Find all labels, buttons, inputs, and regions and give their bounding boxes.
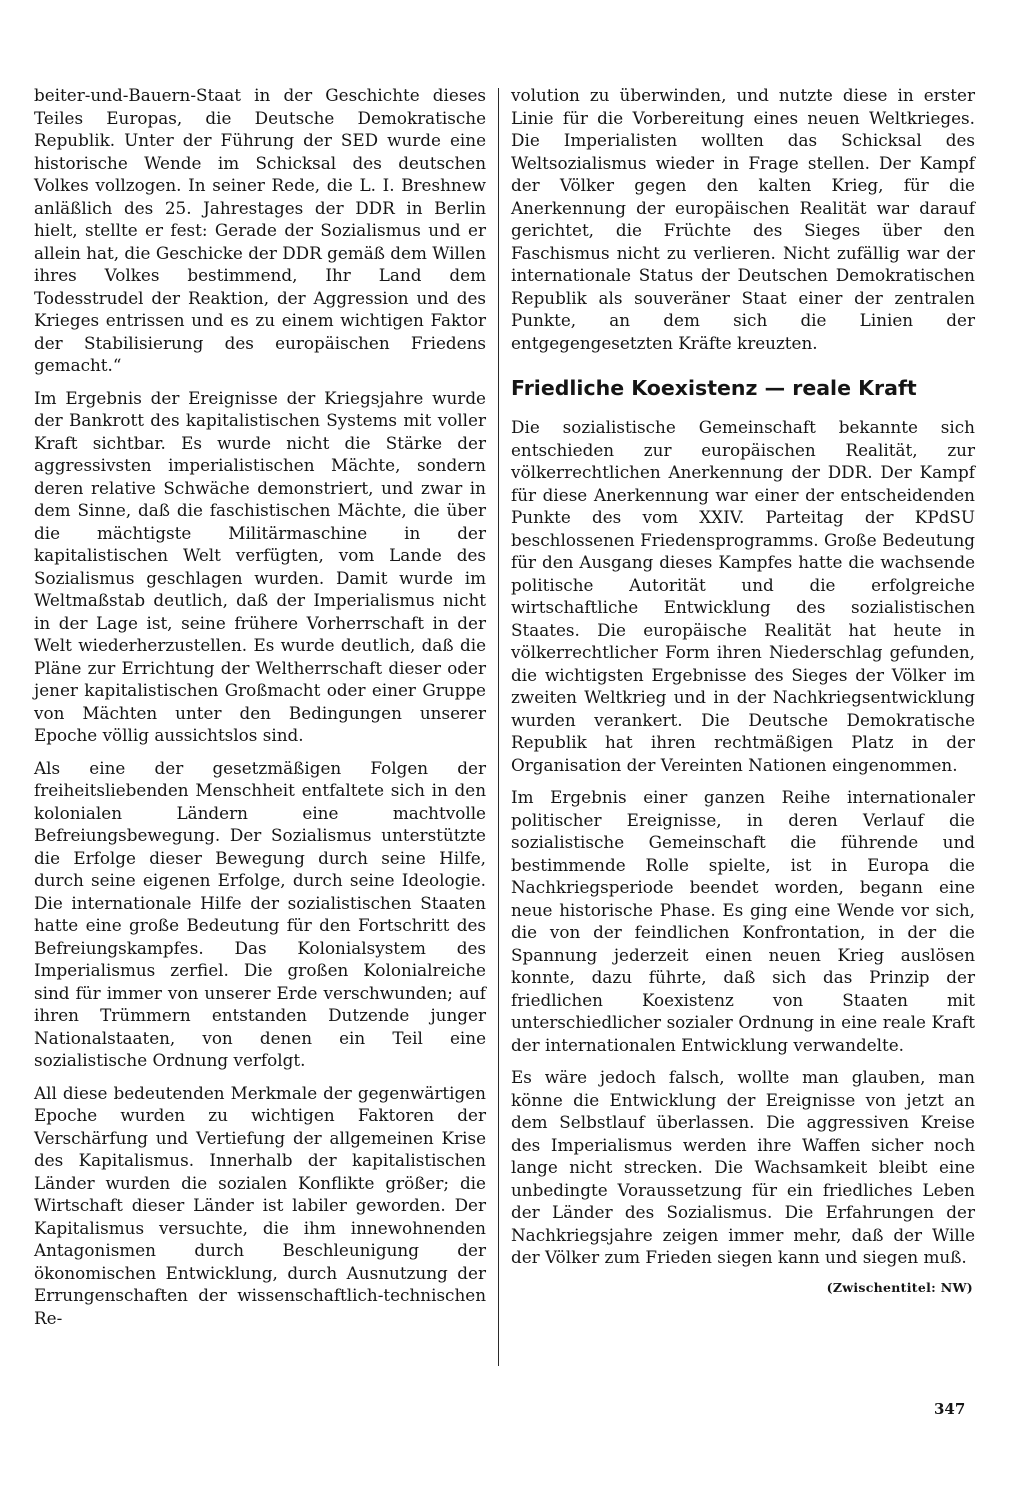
paragraph: Im Ergebnis einer ganzen Reihe internationaler politischer Ereignisse, in deren Verlauf die sozialistische Gemeinschaft die führende und bestimmende Rolle spielte, ist in Europa die Nachkriegsperiode beendet worden, begann eine neue historische Phase. Es ging eine Wende vor sich, die von der feindlichen Konfrontation, in der die Spannung jederzeit einen neuen Krieg auslösen konnte, dazu führte, daß sich das Prinzip der friedlichen Koexistenz von Staaten mit unterschiedlicher sozialer Ordnung in eine reale Kraft der internationalen Entwicklung verwandelte. [511, 787, 975, 1055]
paragraph: Die sozialistische Gemeinschaft bekannte sich entschieden zur europäischen Realität, zur völkerrechtlichen Anerkennung der DDR. Der Kampf für diese Anerkennung war einer der entscheidenden Punkte des vom XXIV. Parteitag der KPdSU beschlossenen Friedensprogramms. Große Bedeutung für den Ausgang dieses Kampfes hatte die wachsende politische Autorität und die erfolgreiche wirtschaftliche Entwicklung des sozialistischen Staates. Die europäische Realität hat heute in völkerrechtlicher Form ihren Niederschlag gefunden, die wichtigsten Ergebnisse des Sieges der Völker im zweiten Weltkrieg und in der Nachkriegsentwicklung wurden verankert. Die Deutsche Demokratische Republik hat ihren rechtmäßigen Platz in der Organisation der Vereinten Nationen eingenommen. [511, 417, 975, 775]
column-divider [498, 88, 499, 1366]
left-column [34, 84, 486, 1339]
right-column [511, 84, 975, 1297]
section-heading: Friedliche Koexistenz — reale Kraft [511, 376, 917, 400]
paragraph: volution zu überwinden, und nutzte diese in erster Linie für die Vorbereitung eines neuen Weltkrieges. Die Imperialisten wollten das Schicksal des Weltsozialismus wieder in Frage stellen. Der Kampf der Völker gegen den kalten Krieg, für die Anerkennung der europäischen Realität war darauf gerichtet, die Früchte des Sieges über den Faschismus nicht zu verlieren. Nicht zufällig war der internationale Status der Deutschen Demokratischen Republik als souveräner Staat einer der zentralen Punkte, an dem sich die Linien der entgegengesetzten Kräfte kreuzten. [511, 85, 975, 353]
paragraph: All diese bedeutenden Merkmale der gegenwärtigen Epoche wurden zu wichtigen Faktoren der Verschärfung und Vertiefung der allgemeinen Krise des Kapitalismus. Innerhalb der kapitalistischen Länder wurden die sozialen Konflikte größer; die Wirtschaft dieser Länder ist labiler geworden. Der Kapitalismus versuchte, die ihm innewohnenden Antagonismen durch Beschleunigung der ökonomischen Entwicklung, durch Ausnutzung der Errungenschaften der wissenschaftlich-technischen Re- [34, 1082, 486, 1328]
paragraph: beiter-und-Bauern-Staat in der Geschichte dieses Teiles Europas, die Deutsche Demokratische Republik. Unter der Führung der SED wurde eine historische Wende im Schicksal des deutschen Volkes vollzogen. In seiner Rede, die L. I. Breshnew anläßlich des 25. Jahrestages der DDR in Berlin hielt, stellte er fest: Gerade der Sozialismus und er allein hat, die Geschicke der DDR gemäß dem Willen ihres Volkes bestimmend, Ihr Land dem Todesstrudel der Reaktion, der Aggression und des Krieges entrissen und es zu einem wichtigen Faktor der Stabilisierung des europäischen Friedens gemacht.“ [34, 85, 486, 375]
subtitle-credit-note: (Zwischentitel: NW) [826, 1279, 973, 1295]
paragraph: Als eine der gesetzmäßigen Folgen der freiheitsliebenden Menschheit entfaltete sich in den kolonialen Ländern eine machtvolle Befreiungsbewegung. Der Sozialismus unterstützte die Erfolge dieser Bewegung durch seine Hilfe, durch seine eigenen Erfolge, durch seine Ideologie. Die internationale Hilfe der sozialistischen Staaten hatte eine große Bedeutung für den Fortschritt des Befreiungskampfes. Das Kolonialsystem des Imperialismus zerfiel. Die großen Kolonialreiche sind für immer von unserer Erde verschwunden; auf ihren Trümmern entstanden Dutzende junger Nationalstaaten, von denen ein Teil eine sozialistische Ordnung verfolgt. [34, 757, 486, 1070]
page-number: 347 [934, 1400, 966, 1418]
paragraph: Es wäre jedoch falsch, wollte man glauben, man könne die Entwicklung der Ereignisse von jetzt an dem Selbstlauf überlassen. Die aggressiven Kreise des Imperialismus werden ihre Waffen sicher noch lange nicht strecken. Die Wachsamkeit bleibt eine unbedingte Voraussetzung für ein friedliches Leben der Länder des Sozialismus. Die Erfahrungen der Nachkriegsjahre zeigen immer mehr, daß der Wille der Völker zum Frieden siegen kann und siegen muß. [511, 1067, 975, 1267]
paragraph: Im Ergebnis der Ereignisse der Kriegsjahre wurde der Bankrott des kapitalistischen Systems mit voller Kraft sichtbar. Es wurde nicht die Stärke der aggressivsten imperialistischen Mächte, sondern deren relative Schwäche demonstriert, und zwar in dem Sinne, daß die faschistischen Mächte, die über die mächtigste Militärmaschine in der kapitalistischen Welt verfügten, vom Lande des Sozialismus geschlagen wurden. Damit wurde im Weltmaßstab deutlich, daß der Imperialismus nicht in der Lage ist, seine frühere Vorherrschaft in der Welt wiederherzustellen. Es wurde deutlich, daß die Pläne zur Errichtung der Weltherrschaft dieser oder jener kapitalistischen Großmacht oder einer Gruppe von Mächten unter den Bedingungen unserer Epoche völlig aussichtslos sind. [34, 387, 486, 745]
